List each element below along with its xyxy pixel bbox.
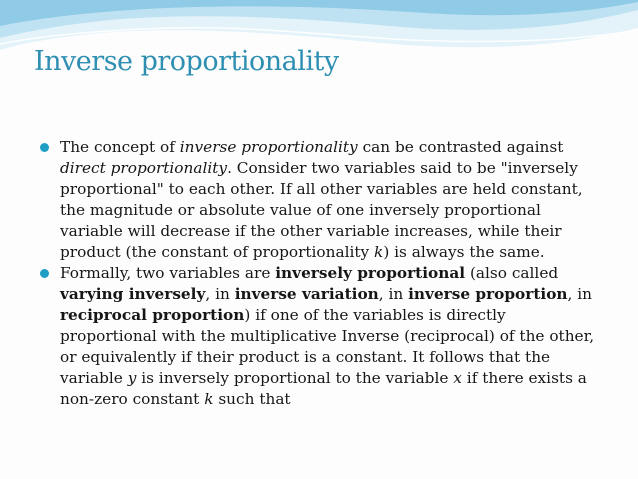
text-segment: , in	[378, 285, 409, 303]
text-segment-bold: varying inversely	[60, 285, 206, 303]
text-segment-italic: x	[453, 369, 462, 387]
text-segment: The concept of	[60, 138, 180, 156]
text-segment: . Consider two variables said to be "inversely proportional" to each other. If all other variables are held constant, the magnitude or absolute value of one inversely proportional variable will decrease if the other variable increases, while their product (the constant of proportionality	[60, 159, 583, 261]
text-segment: ) is always the same.	[383, 243, 545, 261]
text-segment: ) if one of the variables is directly proportional with the multiplicative Inverse (reciprocal) of the other, or equivalently if their product is a constant. It follows that the variable	[60, 306, 595, 387]
text-segment-italic: k	[374, 243, 384, 261]
text-segment: is inversely proportional to the variable	[136, 369, 454, 387]
text-segment-italic: k	[204, 390, 214, 408]
text-segment-bold: inversely proportional	[275, 264, 466, 282]
bullet-item-2	[40, 263, 600, 410]
text-segment-italic: y	[127, 369, 137, 387]
text-segment-bold: inverse variation	[234, 285, 379, 303]
text-segment: such that	[213, 390, 291, 408]
bullet-text-2	[60, 263, 600, 410]
text-segment: , in	[567, 285, 593, 303]
text-segment-bold: reciprocal proportion	[60, 306, 245, 324]
text-segment: can be contrasted against	[357, 138, 564, 156]
bullet-dot-icon	[40, 143, 49, 152]
text-segment: Formally, two variables are	[60, 264, 276, 282]
text-segment-italic: inverse proportionality	[179, 138, 358, 156]
text-segment: if there exists a non-zero constant	[60, 369, 587, 408]
bullet-list	[40, 137, 600, 410]
slide-title: Inverse proportionality	[34, 46, 339, 77]
bullet-dot-icon	[40, 269, 49, 278]
text-segment-bold: inverse proportion	[408, 285, 568, 303]
text-segment: (also called	[465, 264, 559, 282]
text-segment: , in	[205, 285, 235, 303]
text-segment-italic: direct proportionality	[60, 159, 228, 177]
bullet-item-1	[40, 137, 600, 263]
bullet-text-1	[60, 137, 600, 263]
